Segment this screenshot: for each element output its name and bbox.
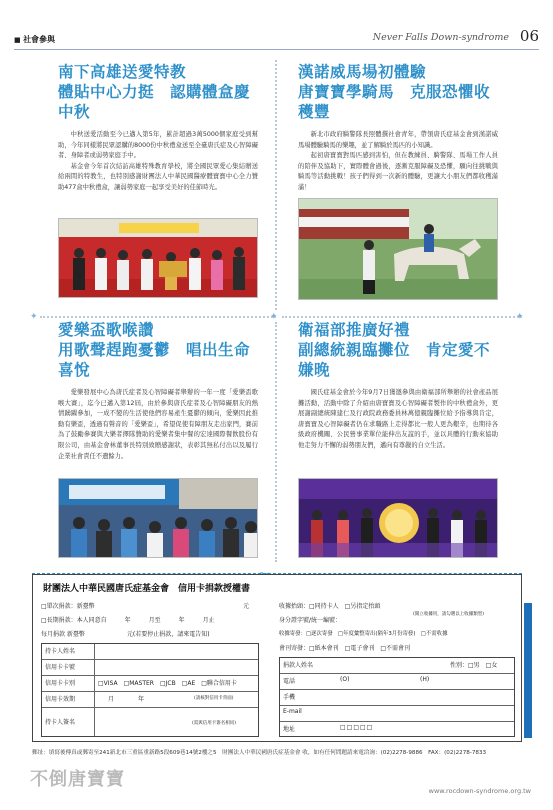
divider-star-icon: ✦ — [516, 312, 524, 322]
article-title: 愛樂盃歌喉讚 用歌聲趕跑憂鬱 唱出生命喜悅 — [58, 321, 251, 379]
newsletter-line[interactable]: 會刊寄發：□紙本會刊 □電子會刊 □不需會刊 — [279, 645, 411, 652]
card-type-options[interactable]: □VISA □MASTER □JCB □AE □聯合信用卡 — [98, 680, 237, 687]
website-url[interactable]: www.rocdown-syndrome.org.tw — [428, 787, 531, 795]
mid-autumn-photo — [58, 218, 258, 298]
form-side-tab — [524, 603, 532, 738]
amount-unit: 元 — [243, 603, 250, 610]
mobile-row[interactable]: 手機 — [280, 690, 514, 706]
postal-code-boxes[interactable]: □□□□□ — [340, 724, 374, 731]
receipt-note: (開立收據用，請勾選以上收據類型) — [413, 612, 485, 617]
card-info-table — [41, 643, 259, 737]
recurring-donation-line[interactable]: □長期捐款：本人同意自 年 月至 年 月止 — [41, 617, 215, 624]
article-horse-riding — [298, 62, 498, 194]
receipt-delivery-line[interactable]: 收據寄發：□逐次寄發 □年度彙整寄出(隔年3月份寄發) □不需收據 — [279, 631, 448, 637]
phone-home-label: (H) — [420, 676, 430, 683]
mailing-instructions: 郵址：填寫後傳真或郵寄至241新北市三重區重新路5段609巷14號2樓之5 財團法人中華民國唐氏症基金會 收，如有任何問題請來電洽詢：(02)2278-9886 FAX：(02)2278-7833 — [32, 750, 487, 756]
horizontal-divider — [282, 316, 522, 318]
address-row[interactable]: 地址 □□□□□ — [283, 724, 374, 733]
phone-office-label: (O) — [340, 676, 350, 683]
card-expiry-row[interactable]: 信用卡效期 月 年 (請核對信用卡背面) — [42, 692, 258, 708]
card-number-row[interactable]: 信用卡卡號 — [42, 660, 258, 676]
mohw-booth-photo — [298, 478, 498, 558]
phone-row[interactable]: 電話 (O) (H) — [280, 674, 514, 690]
donor-name-row[interactable]: 捐款人姓名 性別：□男 □女 — [280, 658, 514, 674]
article-body: 中秋送愛活動至今已邁入第5年，累計超過3萬5000個家庭受到幫助，今年同樣將民眾認購的8000份中秋禮盒送至全臺唐氏症及心智障礙者、身障者或弱勢家庭手中。 基金會今年首次結訪高雄特殊教育學校，將全國民眾愛心集結贈送給兩間的特教生，也特別感謝財團法人中華民國醫療體寶寶中心全力贊助477盒中秋禮盒，讓弱勢家庭一起享受美好的佳節時光。 — [58, 131, 258, 191]
receipt-title-line[interactable]: 收據抬頭：□同持卡人 □另指定抬頭 — [279, 603, 381, 610]
horizontal-divider — [40, 316, 276, 318]
credit-card-donation-form — [32, 574, 522, 742]
gender-options[interactable]: 性別：□男 □女 — [450, 662, 498, 669]
signature-note: (需與信用卡簽名相同) — [192, 721, 237, 726]
article-mohw-booth — [298, 320, 498, 452]
page-header — [14, 27, 539, 50]
article-title: 南下高雄送愛特教 體貼中心力挺 認購體盒慶中秋 — [58, 63, 251, 121]
donor-info-table — [279, 657, 515, 737]
article-mid-autumn — [58, 62, 258, 194]
cardholder-name-row[interactable]: 持卡人姓名 — [42, 644, 258, 660]
expiry-value: 月 年 — [102, 696, 145, 703]
email-row[interactable]: E-mail — [280, 706, 514, 722]
expiry-note: (請核對信用卡背面) — [194, 696, 234, 701]
singing-contest-photo — [58, 478, 258, 558]
card-type-row[interactable]: 信用卡卡別 □VISA □MASTER □JCB □AE □聯合信用卡 — [42, 676, 258, 692]
id-number-line[interactable]: 身分證字號/統一編號： — [279, 617, 342, 624]
divider-star-icon: ✦ — [30, 312, 38, 322]
form-title: 財團法人中華民國唐氏症基金會 信用卡捐款授權書 — [43, 584, 251, 594]
divider-star-icon: ✦ — [270, 312, 278, 322]
monthly-amount-line[interactable]: 每月捐款 新臺幣 元(若要停止捐款，請來電告知) — [41, 631, 210, 638]
single-donation-line[interactable]: □單次捐款：新臺幣 — [41, 603, 95, 610]
article-body: 愛樂發展中心為唐氏症者及心智障礙者舉辦的一年一度「愛樂盃歌喉大賽」，迄今已邁入第12屆，由於參與唐氏症者及心智障礙朋友的熱情踴躍參加，一成不變的生活使他們容易產生憂鬱的傾向，愛樂因此推動有樂盃，透過有聲音的「愛樂盃」，希望促使有障朋友走出家門，賽前為了鼓勵參賽與大樂者擇隊贊助的愛樂者集中餐的宏達國際餐飲股份有限公司，由基金會林董事長特別致贈感謝狀，表彰其無私付出以及履行企業社會責任不遺餘力。 — [58, 389, 258, 460]
page-number: 06 — [519, 27, 539, 45]
article-singing-contest — [58, 320, 258, 462]
vertical-divider — [275, 60, 277, 310]
signature-row[interactable]: 持卡人簽名 (需與信用卡簽名相同) — [42, 708, 258, 736]
logo: 不倒唐寶寶 — [30, 769, 125, 790]
article-body: 國氏症基金會於今年9月7日獲邀參與由衛福部所舉辦的社會產品展攤活動，活動中除了介紹由唐寶寶及心智障礙者製作的中秋禮盒外，更展謝副總統陳建仁及行政院政務委員林萬億親臨攤位給予指導與肯定，唐寶寶及心智障礙者仍在求職路上走得都比一般人更為艱辛，也期待各級政府機關、公民營事業單位能伸出友誼的手，並以具體的行動來協助他走努力不懈的弱勢朋友們，邁向有尊嚴的自立生活。 — [298, 389, 498, 449]
article-title: 漢諾威馬場初體驗 唐寶寶學騎馬 克服恐懼收穫豐 — [298, 63, 491, 121]
section-label: ■ 社會參與 — [14, 34, 55, 45]
horse-riding-photo — [298, 198, 498, 300]
article-title: 衛福部推廣好禮 副總統親臨攤位 肯定愛不嫌晚 — [298, 321, 491, 379]
article-body: 新北市政府騎警隊長照體撰社會青年，帶領唐氏症基金會到漢諾威馬場體驗騎馬的樂趣，並了解騎於馬匹的小知識。 起初唐寶寶對馬匹感到害怕，但在教練員、騎警隊、馬場工作人員的陪伴及協助下，實際體會過後，逐漸克服障礙及恐懼，願向往挑戰與騎馬等活動挑戰！孩子們得到一次新的體驗，更讓大小朋友們都收穫滿滿！ — [298, 131, 498, 191]
series-title: Never Falls Down-syndrome — [372, 32, 509, 43]
vertical-divider — [275, 322, 277, 562]
